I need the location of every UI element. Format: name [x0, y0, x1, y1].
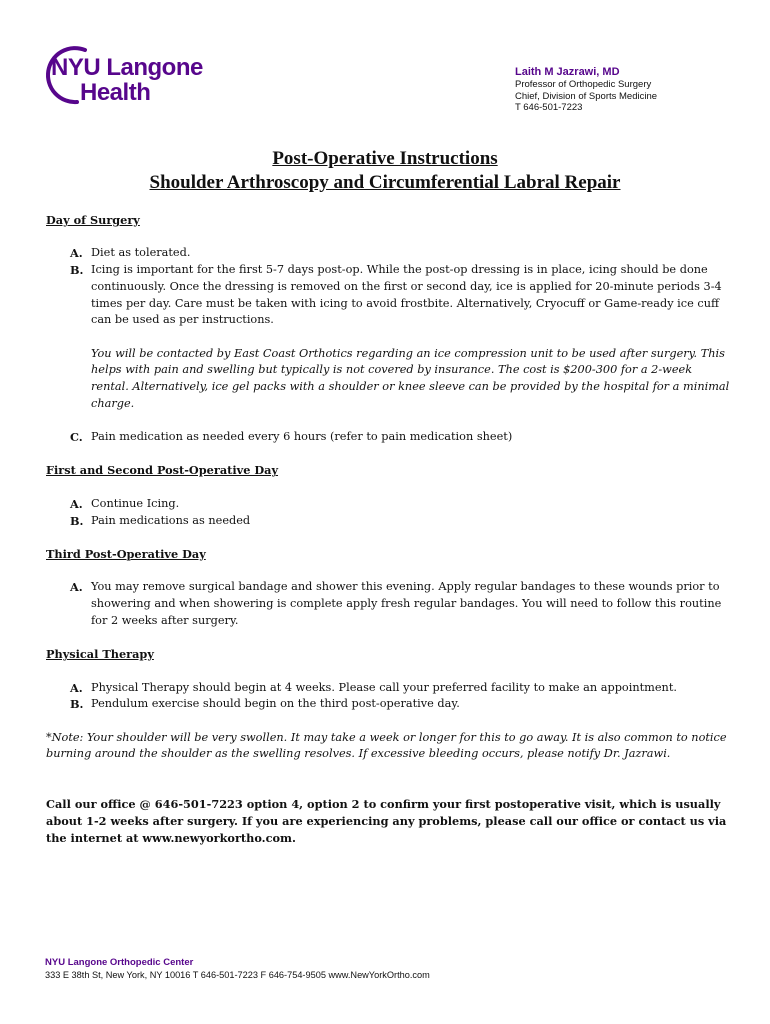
section-heading-day-of-surgery: Day of Surgery: [46, 213, 140, 227]
list-item: [70, 579, 736, 629]
doctor-phone: T 646-501-7223: [515, 102, 583, 113]
list-item-text: Diet as tolerated.: [91, 246, 191, 260]
logo-text-line1: NYU Langone: [51, 54, 203, 81]
footer-title: NYU Langone Orthopedic Center: [45, 957, 194, 968]
list-item-label: B.: [70, 697, 84, 712]
list-item-label: A.: [70, 580, 83, 595]
list-item-label: B.: [70, 513, 84, 528]
section-heading-physical-therapy: Physical Therapy: [46, 647, 154, 662]
list-item-text: You may remove surgical bandage and shower this evening. Apply regular bandages to these wounds prior to showering and when showering is complete apply fresh regular bandages. You will need to follow this routine for 2 weeks after surgery.: [91, 580, 722, 627]
list-item-label: A.: [70, 246, 83, 261]
list-item: [70, 245, 736, 262]
list-item: [70, 429, 736, 446]
list-item-label: A.: [70, 680, 83, 695]
list-item-text: Pendulum exercise should begin on the third post-operative day.: [91, 697, 460, 711]
list-item-label: A.: [70, 496, 83, 511]
list-item-text: Physical Therapy should begin at 4 weeks. Please call your preferred facility to make an appointment.: [91, 680, 677, 694]
doctor-title-2: Chief, Division of Sports Medicine: [515, 90, 658, 102]
list-item-text: Icing is important for the first 5-7 days post-op. While the post-op dressing is in place, icing should be done continuously. Once the dressing is removed on the first or second day, ice is applied for 20-minute periods 3-4 times per day. Care must be taken with icing to avoid frostbite. Alternatively, Cryocuff or Game-ready ice cuff can be used as per instructions.: [91, 263, 722, 327]
doctor-name: Laith M Jazrawi, MD: [515, 66, 620, 78]
doctor-info: [515, 66, 657, 114]
list-item: [70, 696, 736, 713]
list-item: [70, 680, 736, 697]
list-item: [70, 496, 736, 513]
swelling-note: *Note: Your shoulder will be very swollen. It may take a week or longer for this to go away. It is also common to notice burning around the shoulder as the swelling resolves. If excessive bleeding occurs, please notify Dr. Jazrawi.: [46, 730, 727, 761]
section-heading-first-second-day: First and Second Post-Operative Day: [46, 463, 279, 478]
list-item-text: Pain medication as needed every 6 hours (refer to pain medication sheet): [91, 430, 513, 444]
document-subtitle: Shoulder Arthroscopy and Circumferential Labral Repair: [149, 172, 621, 193]
document-title: Post-Operative Instructions: [272, 148, 498, 169]
section-heading-third-day: Third Post-Operative Day: [46, 546, 206, 561]
list-item-label: B.: [70, 263, 84, 278]
list-item: [70, 262, 736, 329]
nyu-langone-logo: [37, 44, 203, 106]
logo-text-line2: Health: [80, 79, 151, 106]
ice-unit-note: You will be contacted by East Coast Orthotics regarding an ice compression unit to be used after surgery. This helps with pain and swelling but typically is not covered by insurance. The cost is $200-300 for a 2-week rental. Alternatively, ice gel packs with a shoulder or knee sleeve can be provided by the hospital for a minimal charge.: [91, 346, 730, 410]
list-item: [70, 513, 736, 530]
doctor-title-1: Professor of Orthopedic Surgery: [515, 79, 652, 90]
footer-address: 333 E 38th St, New York, NY 10016 T 646-501-7223 F 646-754-9505 www.NewYorkOrtho.com: [45, 970, 430, 980]
footer: [45, 957, 430, 981]
list-item-text: Continue Icing.: [91, 496, 180, 510]
list-item-label: C.: [70, 430, 83, 445]
list-item-text: Pain medications as needed: [91, 513, 251, 527]
instructions-body: [46, 212, 736, 847]
call-office-text: Call our office @ 646-501-7223 option 4, option 2 to confirm your first postoperative visit, which is usually about 1-2 weeks after surgery. If you are experiencing any problems, please call our office or contact us via the internet at www.newyorkortho.com.: [46, 797, 727, 845]
